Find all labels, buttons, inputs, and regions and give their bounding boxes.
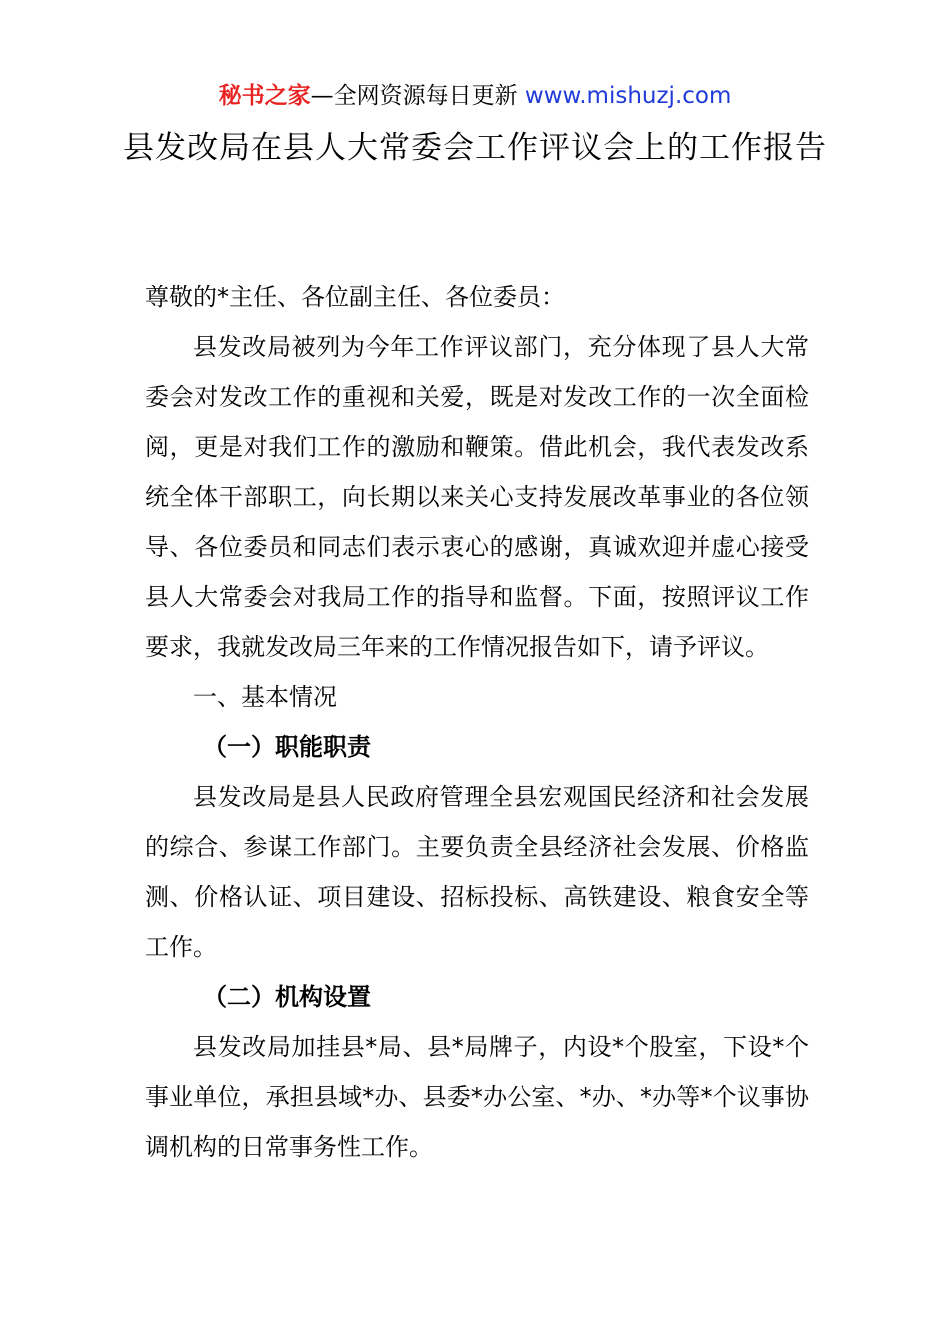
intro-paragraph: 县发改局被列为今年工作评议部门，充分体现了县人大常委会对发改工作的重视和关爱，既是对发改工作的一次全面检阅，更是对我们工作的激励和鞭策。借此机会，我代表发改系统全体干部职工，向长期以来关心支持发展改革事业的各位领导、各位委员和同志们表示衷心的感谢，真诚欢迎并虚心接受县人大常委会对我局工作的指导和监督。下面，按照评议工作要求，我就发改局三年来的工作情况报告如下，请予评议。 [145, 333, 809, 661]
subsection-heading-functions: （一）职能职责 [203, 733, 371, 761]
site-tagline: —全网资源每日更新 [310, 83, 518, 109]
document-body [145, 272, 809, 1172]
structure-paragraph: 县发改局加挂县*局、县*局牌子，内设*个股室，下设*个事业单位，承担县域*办、县委*办公室、*办、*办等*个议事协调机构的日常事务性工作。 [145, 1033, 809, 1161]
subsection-heading-structure: （二）机构设置 [203, 983, 371, 1011]
site-header [0, 80, 950, 112]
document-title: 县发改局在县人大常委会工作评议会上的工作报告 [123, 130, 827, 166]
section-heading-basic-info: 一、基本情况 [193, 683, 337, 711]
site-brand: 秘书之家 [218, 83, 311, 109]
functions-paragraph: 县发改局是县人民政府管理全县宏观国民经济和社会发展的综合、参谋工作部门。主要负责全县经济社会发展、价格监测、价格认证、项目建设、招标投标、高铁建设、粮食安全等工作。 [145, 783, 809, 961]
site-url-link[interactable]: www.mishuzj.com [524, 83, 732, 109]
salutation: 尊敬的*主任、各位副主任、各位委员： [145, 283, 565, 311]
